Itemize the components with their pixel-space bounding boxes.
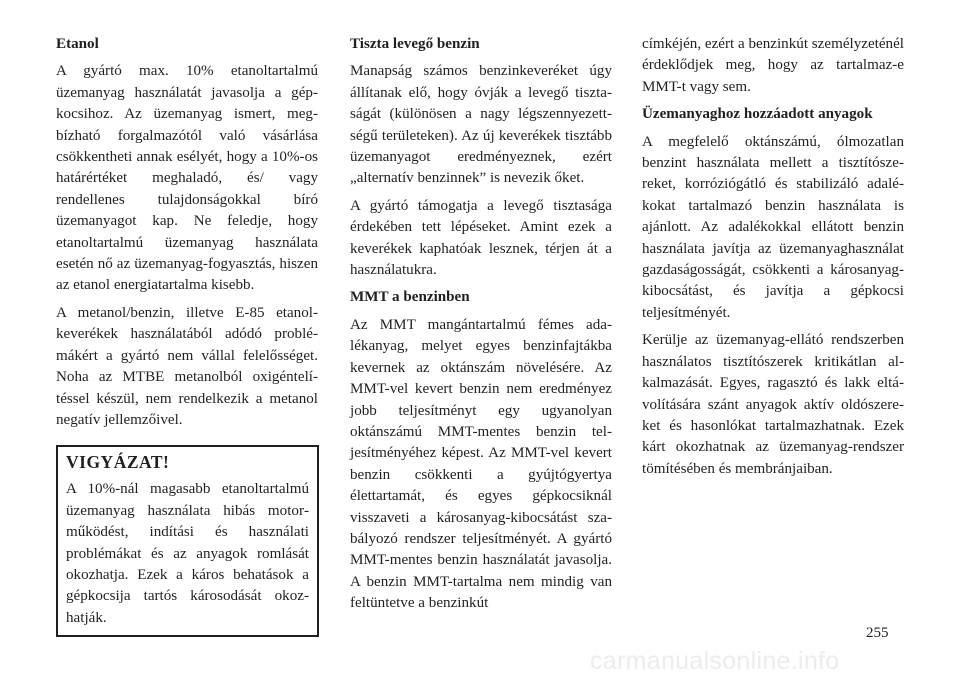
warning-box: [56, 445, 319, 637]
clean-air-heading: Tiszta levegő benzin: [350, 36, 480, 52]
page-number: 255: [866, 625, 889, 641]
mmt-heading: MMT a benzinben: [350, 289, 470, 306]
column-right: [642, 34, 904, 486]
warning-title: VIGYÁZAT!: [66, 452, 170, 473]
ethanol-paragraph-1: A gyártó max. 10% etanoltartalmú üzemanyag használatát javasolja a gépkocsihoz. Az üzemanyag ismert, megbízható forgalmazótól való vásárlása csökkentheti annak esélyét, hogy a 10%-os határértéket meghaladó, és/ vagy rendellenes tulajdonságokkal bíró üzemanyagot kap. Ne feledje, hogy etanoltartalmú üzemanyag használata esetén nő az üzemanyag-fogyasztás, hiszen az etanol energiatartalma kisebb.: [56, 63, 318, 294]
clean-air-paragraph-2: A gyártó támogatja a levegő tisztasága érdekében tett lépéseket. Amint ezek a keverékek kaphatóak lesznek, térjen át a használatukra.: [350, 197, 612, 279]
ethanol-heading: Etanol: [56, 36, 99, 52]
column-left: [56, 34, 318, 637]
mmt-paragraph-1: Az MMT mangántartalmú fémes adalékanyag, melyet egyes benzinfajtákba kevernek az oktánszám növelésére. Az MMT-vel kevert benzin nem eredményez jobb teljesítményt egy ugyanolyan oktánszámú MMT-mentes benzin teljesítményéhez képest. Az MMT-vel kevert benzin csökkenti a gyújtógyertya élettartamát, és egyes gépkocsiknál visszaveti a károsanyag-kibocsátást szabályozó rendszer teljesítményét. A gyártó MMT-mentes benzin használatát javasolja. A benzin MMT-tartalma nem mindig van feltüntetve a benzinkút: [350, 316, 612, 612]
additives-paragraph-1: A megfelelő oktánszámú, ólmozatlan benzint használata mellett a tisztítószereket, korróziógátló és stabilizáló adalékokat tartalmazó benzin használata is ajánlott. Az adalékokkal ellátott benzin használata javítja az üzemanyaghasználat gazdaságosságát, csökkenti a károsanyag-kibocsátást, és javítja a gépkocsi teljesítményét.: [642, 133, 904, 321]
watermark: carmanualsonline.info: [590, 647, 840, 675]
additives-paragraph-2: Kerülje az üzemanyag-ellátó rendszerben használatos tisztítószerek kritikátlan alkalmazását. Egyes, ragasztó és lakk eltávolítására szánt anyagok aktív oldószereket és hasonlókat tartalmazhatnak. Ezek kárt okozhatnak az üzemanyag-rendszer tömítésében és membránjaiban.: [642, 332, 904, 477]
clean-air-paragraph-1: Manapság számos benzinkeveréket úgy állítanak elő, hogy óvják a levegő tisztaságát (különösen a nagy légszennyezettségű területeken). Az új keverékek tisztább üzemanyagot eredményeznek, ezért „alternatív benzinnek” is nevezik őket.: [350, 63, 612, 187]
additives-heading: Üzemanyaghoz hozzáadott anyagok: [642, 106, 873, 123]
ethanol-paragraph-2: A metanol/benzin, illetve E-85 etanolkeverékek használatából adódó problémákért a gyártó nem vállal felelősséget. Noha az MTBE metanolból oxigéntelítéssel készül, nem rendelkezik a metanol negatív jellemzőivel.: [56, 304, 318, 428]
mmt-paragraph-1-continued: címkéjén, ezért a benzinkút személyzeténél érdeklődjek meg, hogy az tartalmaz-e MMT-t vagy sem.: [642, 36, 904, 95]
warning-text: A 10%-nál magasabb etanoltartalmú üzemanyag használata hibás motorműködést, indítási és használati problémákat és az anyagok romlását okozhatja. Ezek a káros behatások a gépkocsija tartós károsodását okozhatják.: [66, 481, 309, 626]
column-middle: [350, 34, 612, 621]
